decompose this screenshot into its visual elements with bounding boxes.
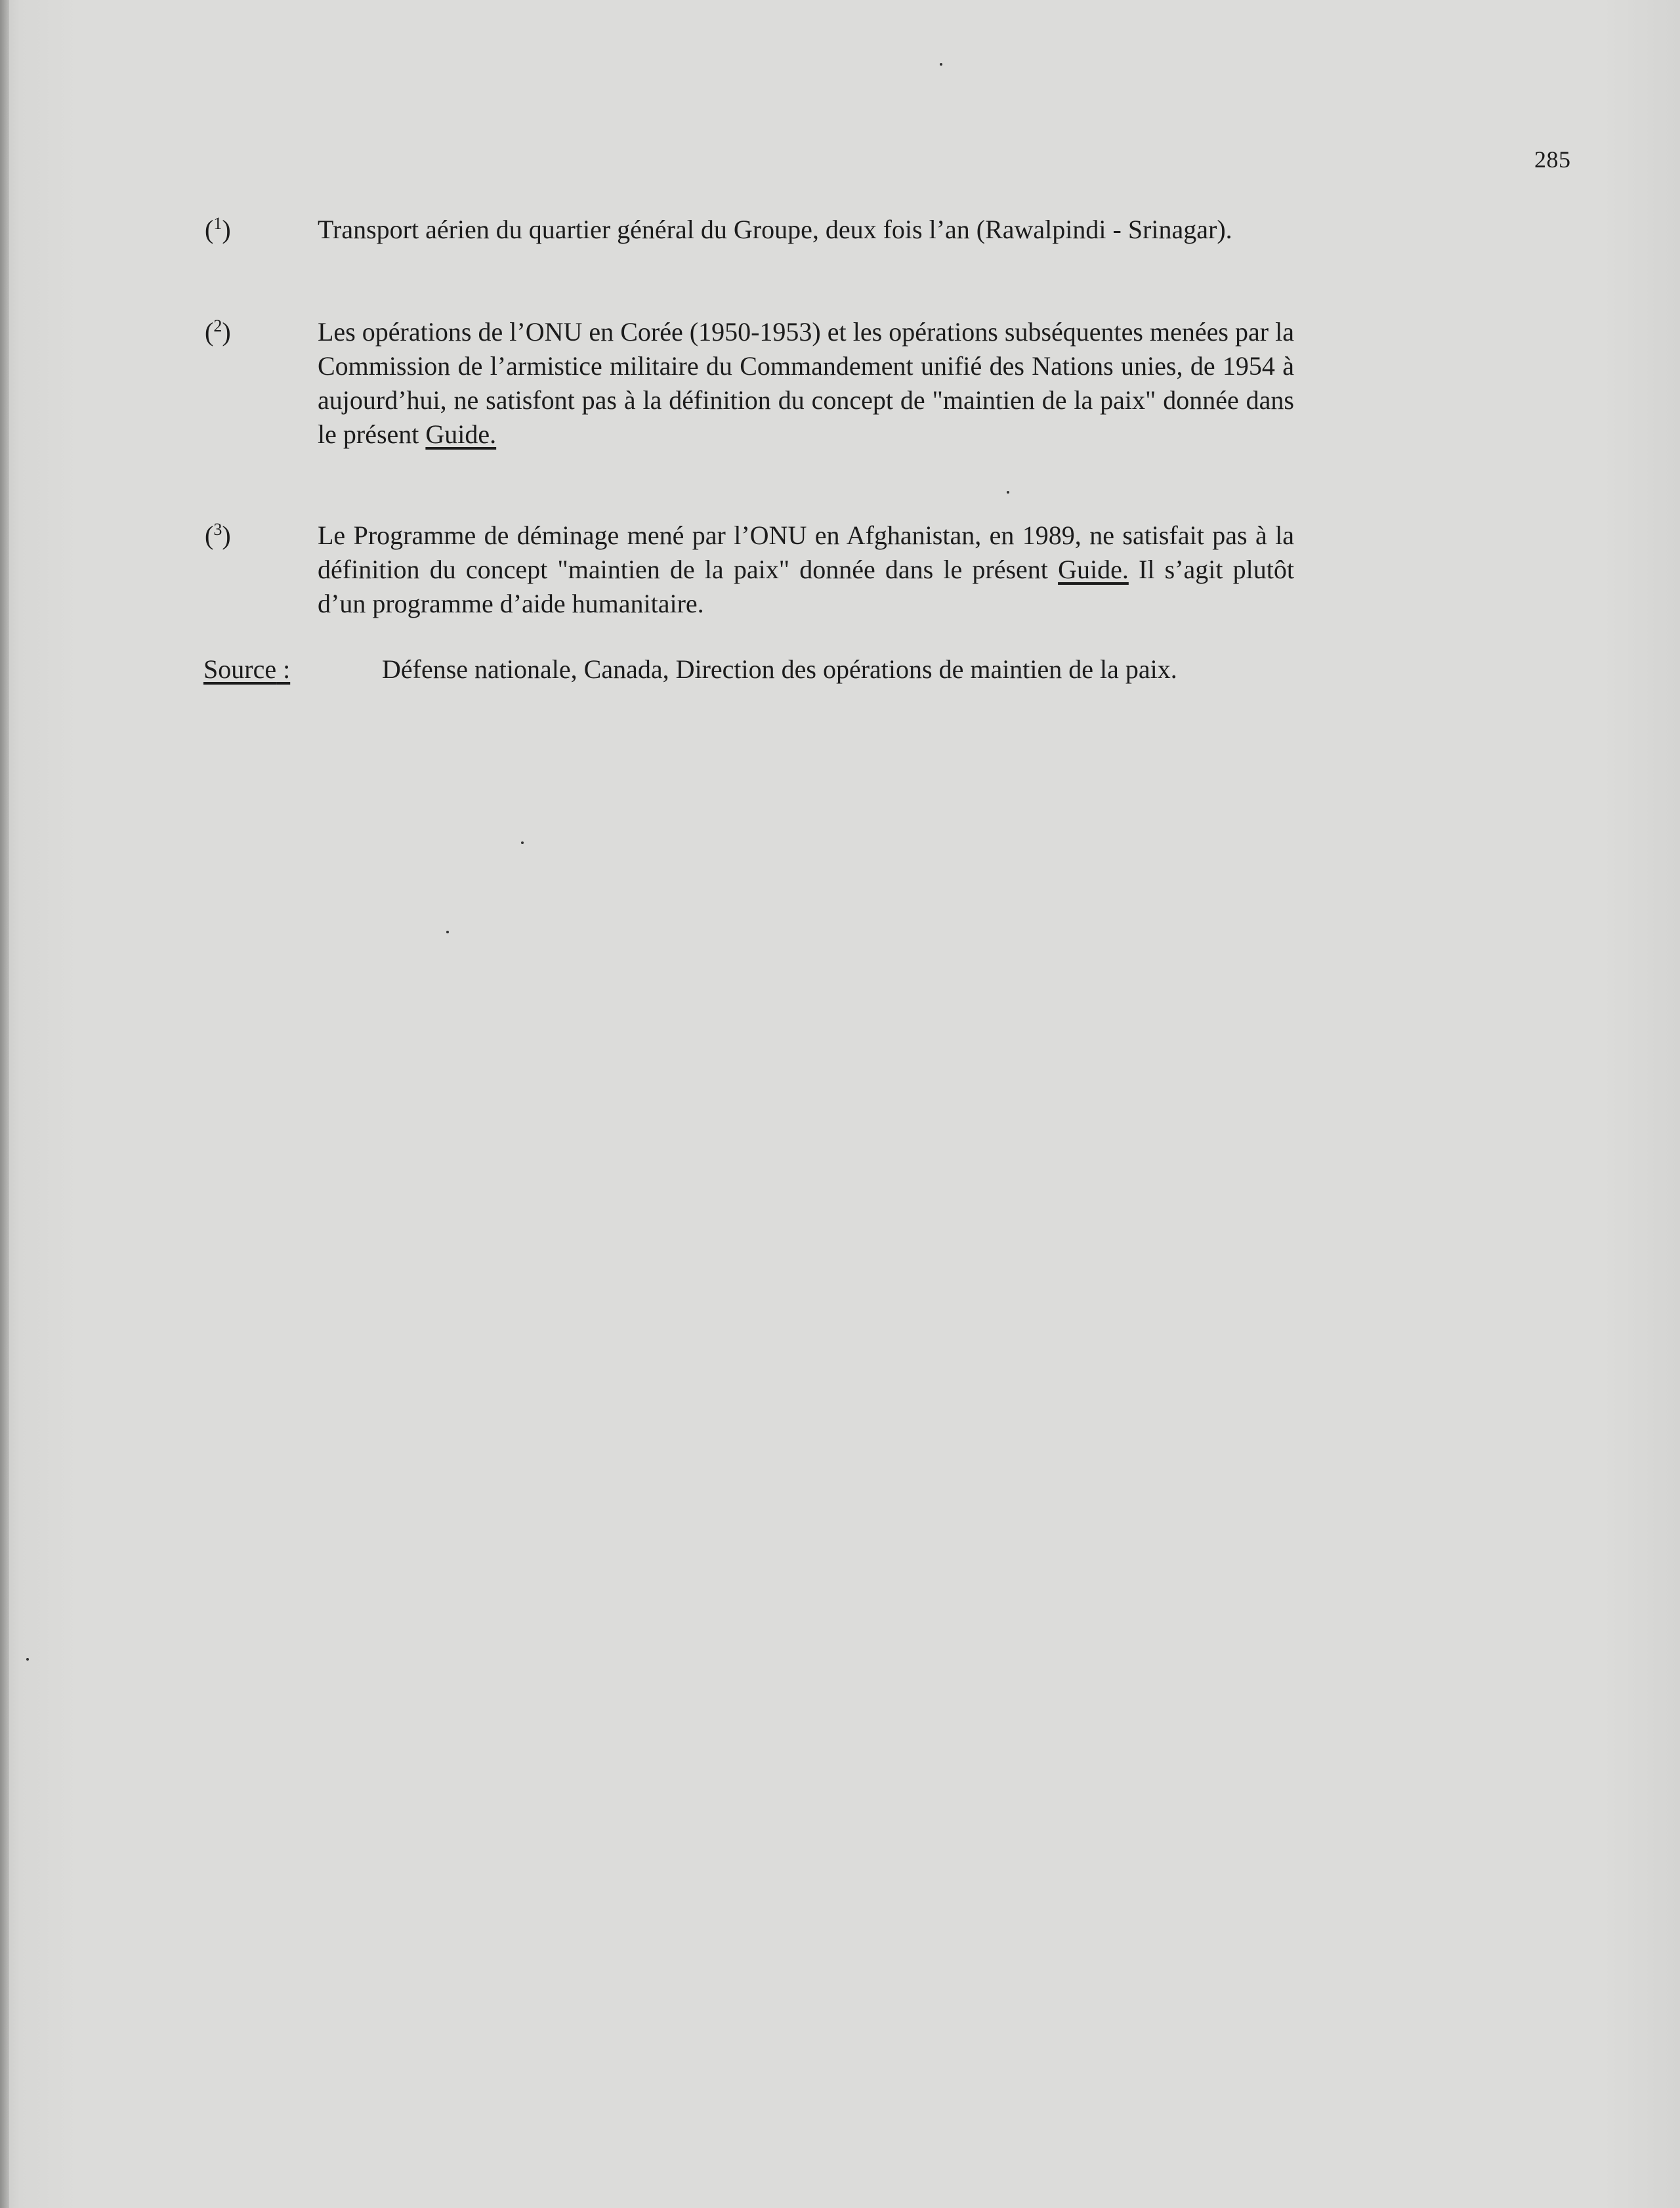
footnote-3 [205,519,1294,621]
footnote-text: Le Programme de déminage mené par l’ONU en Afghanistan, en 1989, ne satisfait pas à la définition du concept "maintien de la paix" donnée dans le présent Guide. Il s’agit plutôt d’un programme d’aide humanitaire. [318,520,1294,618]
scan-speck [446,931,449,933]
footnote-1 [205,213,1294,247]
footnote-text: Transport aérien du quartier général du Groupe, deux fois l’an (Rawalpindi - Srinagar). [318,215,1232,244]
footnote-marker: ($^3$) [205,520,231,550]
scan-speck [940,63,942,66]
source-text: Défense nationale, Canada, Direction des opérations de maintien de la paix. [382,654,1177,684]
source-label: Source : [203,654,291,684]
footnote-text: Les opérations de l’ONU en Corée (1950-1953) et les opérations subséquentes menées par la Commission de l’armistice militaire du Commandement unifié des Nations unies, de 1954 à aujourd’hui, ne satisfont pas à la définition du concept de "maintien de la paix" donnée dans le présent Guide. [318,317,1294,449]
scan-speck [521,841,524,844]
guide-reference: Guide. [1058,555,1129,584]
scan-speck [1007,491,1009,494]
scan-speck [26,1658,29,1661]
source-note [203,652,1294,687]
footnote-marker: ($^1$) [205,214,231,244]
page-number: 285 [1534,146,1571,173]
footnote-marker: ($^2$) [205,316,231,347]
guide-reference: Guide. [425,419,497,449]
page-binding-edge [0,0,9,2208]
footnote-2 [205,315,1294,452]
